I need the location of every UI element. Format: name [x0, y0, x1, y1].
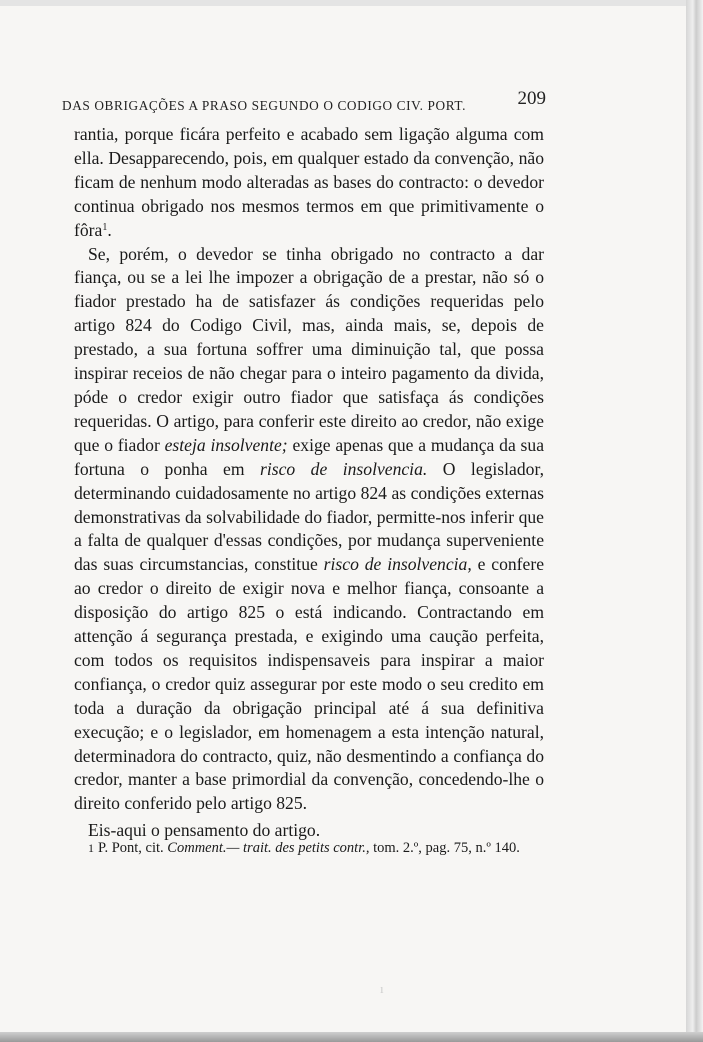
body-text — [74, 123, 544, 843]
footnote — [74, 838, 546, 858]
paragraph-2-text-c: O legislador, determinando cuidadosamente no artigo 824 as condições externas demonstrativas da solvabilidade do fiador, permitte-nos inferir que a falta de qualquer d'essas condições, por mudança superveniente das suas circumstancias, constitue — [74, 458, 544, 575]
paragraph-2-text-a: Se, porém, o devedor se tinha obrigado no contracto a dar fiança, ou se a lei lhe impozer a obrigação de a prestar, não só o fiador prestado ha de satisfazer ás condições requeridas pelo artigo 824 do Codigo Civil, mas, ainda mais, se, depois de prestado, a sua fortuna soffrer uma diminuição tal, que possa inspirar receios de não chegar para o inteiro pagamento da divida, póde o credor exigir outro fiador que satisfaça ás condições requeridas. O artigo, para conferir este direito ao credor, não exige que o fiador — [74, 243, 544, 455]
italic-phrase-risco-de-insolvencia-2: risco de insolvencia, — [323, 554, 472, 575]
footnote-reference-detail: tom. 2.º, pag. 75, n.º 140. — [373, 840, 520, 856]
paragraph-1-text: rantia, porque ficára perfeito e acabado sem ligação alguma com ella. Desapparecendo, pois, em qualquer estado da convenção, não ficam de nenhum modo alteradas as bases do contracto: o devedor continua obrigado nos mesmos termos em que primitivamente o fôra — [74, 124, 544, 240]
running-head — [62, 88, 546, 116]
footnote-author: P. Pont, cit. — [98, 840, 164, 856]
italic-phrase-risco-de-insolvencia: risco de insolvencia. — [260, 458, 428, 479]
footnote-reference: 1 — [102, 221, 108, 233]
paragraph-2-text-d: e confere ao credor o direito de exigir nova e melhor fiança, consoante a disposição do artigo 825 o está indicando. Contractando em attenção á segurança prestada, e exigindo uma caução perfeita, com todos os requisitos indispensaveis para inspirar a maior confiança, o credor quiz assegurar por este modo o seu credito em toda a duração da obrigação principal até á sua definitiva execução; e o legislador, em homenagem a esta intenção natural, determinadora do contracto, quiz, não desmentindo a confiança do credor, manter a base primordial da convenção, concedendo-lhe o direito conferido pelo artigo 825. — [74, 554, 545, 814]
paragraph-2-text-b: exige apenas que a mudança da sua fortuna o ponha em — [74, 434, 545, 479]
page-edge-bottom — [0, 1032, 703, 1042]
paper-speck: ı — [380, 981, 384, 996]
footnote-mark: 1 — [88, 841, 94, 855]
paragraph-2 — [74, 243, 544, 817]
italic-phrase-esteja-insolvente: esteja insolvente; — [164, 434, 288, 455]
book-page — [0, 6, 686, 1032]
paragraph-3: Eis-aqui o pensamento do artigo. — [88, 820, 321, 841]
paragraph-1-end: . — [107, 219, 112, 240]
page-number: 209 — [517, 88, 546, 109]
running-head-title: DAS OBRIGAÇÕES A PRASO SEGUNDO O CODIGO CIV. PORT. — [62, 98, 467, 113]
page-edge-right — [686, 0, 703, 1042]
footnote-work-title: Comment.— trait. des petits contr., — [167, 840, 370, 856]
paragraph-1 — [74, 123, 544, 243]
